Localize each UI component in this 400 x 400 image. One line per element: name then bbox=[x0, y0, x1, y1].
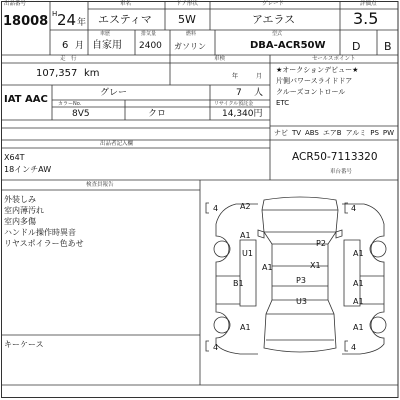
damage-mark: P3 bbox=[296, 276, 306, 285]
damage-mark: A1 bbox=[240, 323, 251, 332]
chassis-number-label: 車台番号 bbox=[330, 169, 353, 175]
year-era: H bbox=[52, 10, 58, 18]
inspection-month-unit: 月 bbox=[256, 73, 263, 80]
color-no-label: カラーNo. bbox=[58, 100, 82, 107]
damage-mark: A1 bbox=[262, 263, 273, 272]
inspector-note: 外装しみ bbox=[4, 195, 36, 204]
damage-mark: U1 bbox=[242, 249, 253, 258]
month-unit: 月 bbox=[75, 41, 85, 51]
damage-mark: A1 bbox=[353, 323, 364, 332]
mileage-label: 走 行 bbox=[60, 56, 77, 62]
grade: アエラス bbox=[252, 13, 296, 26]
inspector-note: ハンドル操作時異音 bbox=[4, 228, 76, 237]
inspector-note: 室内多傷 bbox=[4, 217, 36, 226]
car-name: エスティマ bbox=[98, 13, 152, 26]
equipment-item: ナビ bbox=[274, 129, 288, 137]
recycle-fee: 14,340円 bbox=[222, 109, 263, 119]
sales-point: ETC bbox=[276, 99, 290, 107]
inspector-note: リヤスポイラー色あせ bbox=[4, 239, 84, 248]
lot-number-label: 出品番号 bbox=[4, 1, 27, 7]
model-year: 24 bbox=[57, 11, 77, 29]
damage-mark: A1 bbox=[353, 279, 364, 288]
sales-point: 片側パワースライドドア bbox=[276, 77, 353, 85]
equipment-item: TV bbox=[291, 129, 302, 137]
wheel-icon bbox=[214, 317, 230, 333]
mileage: 107,357 bbox=[36, 68, 78, 79]
car-body-outline bbox=[262, 197, 338, 352]
exterior-grade: D bbox=[352, 40, 361, 53]
equipment-item: アルミ bbox=[345, 129, 367, 137]
seller-note: 18インチAW bbox=[4, 165, 52, 174]
registration-month: 6 bbox=[62, 40, 69, 51]
usage-type: 自家用 bbox=[92, 40, 122, 51]
car-body-panel-lines bbox=[262, 210, 338, 340]
car-damage-diagram bbox=[200, 180, 398, 385]
damage-mark: U3 bbox=[296, 297, 307, 306]
inspector-note: 室内薄汚れ bbox=[4, 206, 44, 215]
door-type: 5W bbox=[178, 13, 196, 26]
equipment-item: PS bbox=[370, 129, 379, 137]
fuel-label: 燃料 bbox=[186, 30, 197, 37]
transmission-ac: IAT AAC bbox=[4, 94, 48, 105]
sales-points-label: セールスポイント bbox=[312, 56, 356, 62]
model-code-label: 型式 bbox=[272, 30, 283, 37]
damage-mark: A1 bbox=[353, 297, 364, 306]
interior-grade: B bbox=[384, 40, 392, 53]
chassis-number: ACR50-7113320 bbox=[292, 151, 378, 163]
equipment-item: ABS bbox=[304, 129, 319, 137]
lot-number: 18008 bbox=[3, 14, 49, 29]
fuel-type: ガソリン bbox=[174, 42, 206, 51]
tire-mark-brackets bbox=[206, 203, 348, 351]
equipment-item: PW bbox=[382, 129, 394, 137]
overall-score: 3.5 bbox=[353, 9, 379, 28]
damage-mark: A2 bbox=[240, 202, 251, 211]
damage-mark: B1 bbox=[233, 279, 244, 288]
usage-label: 車歴 bbox=[100, 30, 111, 37]
car-name-label: 車名 bbox=[120, 1, 132, 7]
displacement: 2400 bbox=[139, 41, 162, 51]
tire-tread-mark: 4 bbox=[213, 204, 219, 213]
displacement-label: 排気量 bbox=[141, 30, 157, 37]
recycle-fee-label: リサイクル預託金 bbox=[214, 100, 254, 107]
model-code: DBA-ACR50W bbox=[250, 40, 326, 51]
door-type-label: ドア形状 bbox=[176, 1, 198, 7]
wheel-icon bbox=[370, 241, 386, 257]
equipment-item: エアB bbox=[322, 129, 342, 137]
color-code: 8V5 bbox=[72, 109, 90, 119]
equipment-row bbox=[274, 130, 394, 137]
score-label: 評価点 bbox=[360, 1, 377, 7]
body-color: グレー bbox=[100, 88, 128, 98]
seat-capacity: 7 bbox=[236, 88, 242, 98]
damage-mark: A1 bbox=[353, 249, 364, 258]
accessory-note: キーケース bbox=[4, 340, 44, 349]
inspection-year-unit: 年 bbox=[232, 73, 239, 80]
tire-tread-mark: 4 bbox=[351, 204, 357, 213]
wheel-icon bbox=[370, 317, 386, 333]
tire-tread-mark: 4 bbox=[213, 343, 219, 352]
interior-color: クロ bbox=[148, 109, 167, 119]
damage-mark: X1 bbox=[310, 261, 321, 270]
seller-notes-label: 出品者記入欄 bbox=[100, 141, 134, 147]
mileage-unit: km bbox=[84, 68, 100, 79]
inspector-report-label: 検査員報告 bbox=[86, 181, 114, 188]
tire-tread-mark: 4 bbox=[351, 343, 357, 352]
seller-note: X64T bbox=[4, 153, 25, 162]
damage-mark: P2 bbox=[316, 239, 326, 248]
grade-label: グレード bbox=[262, 1, 285, 7]
year-unit: 年 bbox=[77, 18, 87, 28]
wheel-icon bbox=[214, 241, 230, 257]
damage-mark: A1 bbox=[240, 231, 251, 240]
inspection-label: 車検 bbox=[214, 56, 226, 62]
sales-point: ★オークションデビュー★ bbox=[276, 66, 359, 74]
seat-capacity-unit: 人 bbox=[254, 88, 264, 98]
sales-point: クルーズコントロール bbox=[276, 88, 346, 96]
